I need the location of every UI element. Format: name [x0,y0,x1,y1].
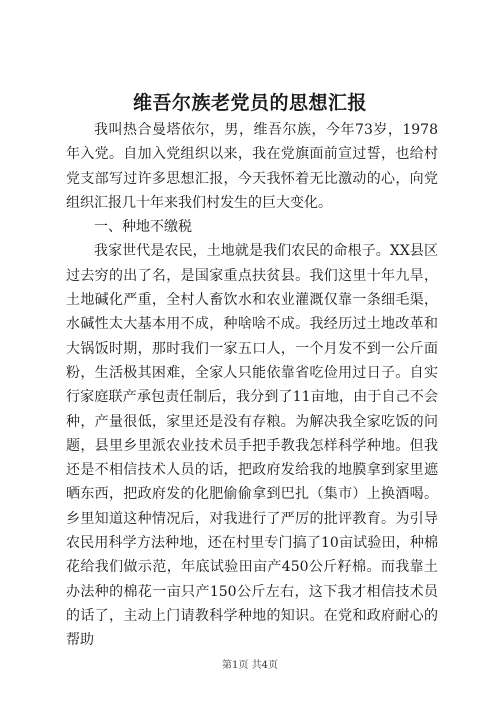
section-paragraph: 我家世代是农民，土地就是我们农民的命根子。XX县区过去穷的出了名，是国家重点扶贫县。我们这里十年九旱，土地碱化严重，全村人畜饮水和农业灌溉仅靠一条细毛渠，水碱性太大基本用不成，种啥啥不成。我经历过土地改革和大锅饭时期，那时我们一家五口人，一个月发不到一公斤面粉，生活极其困难，全家人只能依靠省吃俭用过日子。自实行家庭联产承包责任制后，我分到了11亩地，由于自己不会种，产量很低，家里还是没有存粮。为解决我全家吃饭的问题，县里乡里派农业技术员手把手教我怎样科学种地。但我还是不相信技术人员的话，把政府发给我的地膜拿到家里遮晒东西，把政府发的化肥偷偷拿到巴扎（集市）上换酒喝。乡里知道这种情况后，对我进行了严厉的批评教育。为引导农民用科学方法种地，还在村里专门搞了10亩试验田，种棉花给我们做示范，年底试验田亩产450公斤籽棉。而我靠土办法种的棉花一亩只产150公斤左右，这下我才相信技术员的话了，主动上门请教科学种地的知识。在党和政府耐心的帮助 [66,243,438,649]
section-heading: 一、种地不缴税 [94,219,192,236]
page-footer: 第1页 共4页 [222,660,278,671]
document-body [66,118,438,653]
intro-paragraph: 我叫热合曼塔依尔，男，维吾尔族，今年73岁，1978年入党。自加入党组织以来，我在党旗面前宣过誓，也给村党支部写过许多思想汇报，今天我怀着无比激动的心，向党组织汇报几十年来我们村发生的巨大变化。 [66,122,438,211]
document-title: 维吾尔族老党员的思想汇报 [132,92,367,114]
